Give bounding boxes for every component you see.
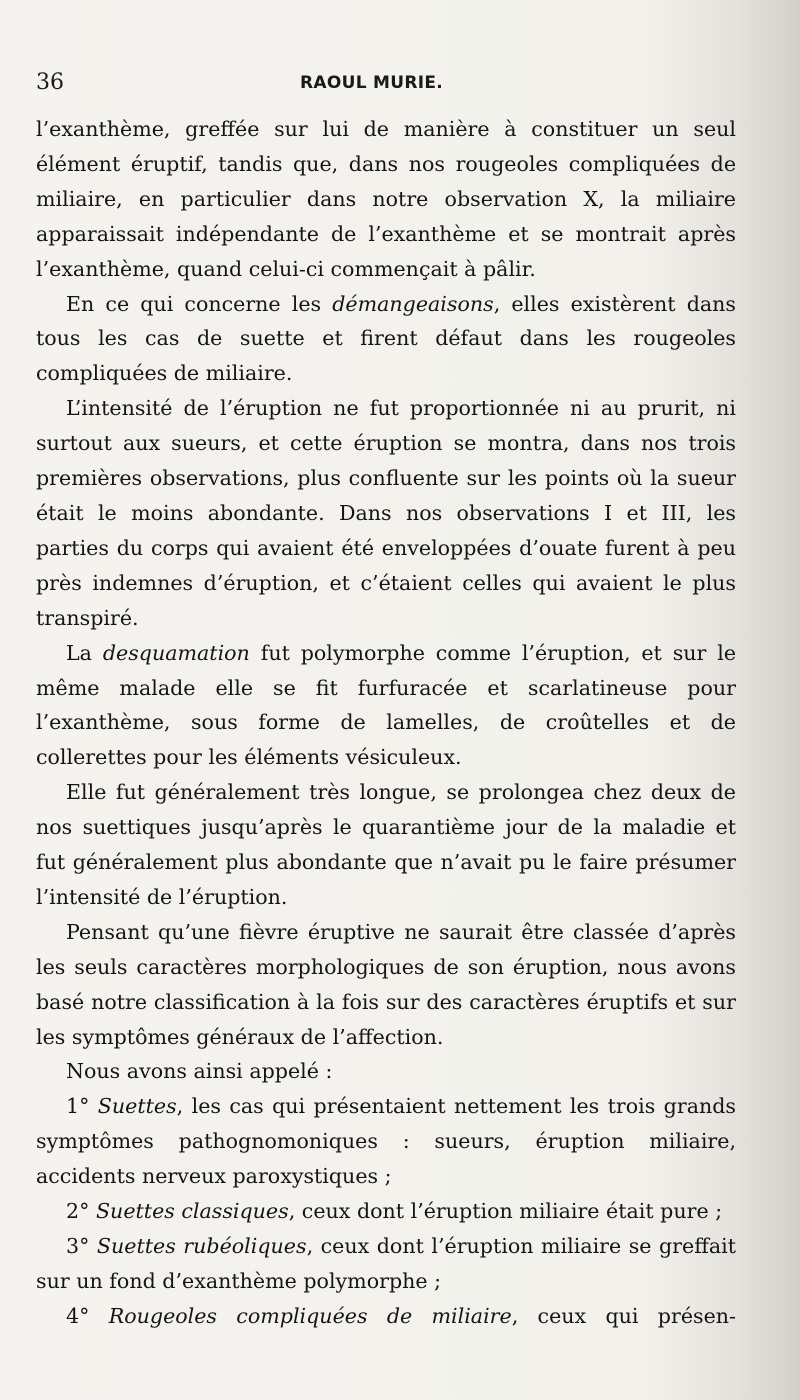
- text-run: Nous avons ainsi appelé :: [66, 1059, 333, 1084]
- text-run: 2°: [66, 1199, 96, 1224]
- paragraph: [36, 775, 736, 915]
- text-run: fut polymorphe comme l’éruption, et sur le même malade elle se fit furfuracée et scarlatineuse pour l’exanthème, sous forme de lamelles, de croûtelles et de collerettes pour les éléments vésiculeux.: [36, 640, 737, 770]
- text-run: 4°: [66, 1303, 109, 1328]
- text-run: 3°: [66, 1234, 97, 1258]
- body-text: [36, 112, 736, 1334]
- emphasized-term: Suettes rubéoliques: [96, 1234, 307, 1258]
- text-run: L’intensité de l’éruption ne fut proportionnée ni au prurit, ni surtout aux sueurs, et cette éruption se montra, dans nos trois premières observations, plus confluente sur les points où la sueur était le moins abondante. Dans nos observations I et III, les parties du corps qui avaient été enveloppées d’ouate furent à peu près indemnes d’éruption, et c’étaient celles qui avaient le plus transpiré.: [36, 396, 736, 630]
- paragraph: [36, 391, 736, 635]
- emphasized-term: Suettes: [97, 1094, 177, 1119]
- paragraph: [36, 1054, 736, 1089]
- text-run: Pensant qu’une fièvre éruptive ne saurait être classée d’après les seuls caractères morphologiques de son éruption, nous avons basé notre classification à la fois sur des caractères éruptifs et sur les symptômes généraux de l’affection.: [36, 919, 736, 1049]
- paragraph: [36, 112, 736, 287]
- paragraph: [36, 915, 736, 1055]
- text-run: En ce qui concerne les: [66, 291, 333, 316]
- paragraph: [36, 1089, 736, 1194]
- text-run: , ceux qui présen-: [511, 1303, 736, 1328]
- emphasized-term: Rougeoles compliquées de miliaire: [108, 1303, 512, 1328]
- paragraph: [36, 1229, 736, 1299]
- text-run: , les cas qui présentaient nettement les trois grands symptômes pathognomoniques : sueurs, éruption miliaire, accidents nerveux paroxystiques ;: [36, 1094, 736, 1189]
- text-run: Elle fut généralement très longue, se prolongea chez deux de nos suettiques jusqu’après le quarantième jour de la maladie et fut généralement plus abondante que n’avait pu le faire présumer l’intensité de l’éruption.: [36, 780, 736, 909]
- page-number: 36: [36, 70, 64, 95]
- running-head: RAOUL MURIE.: [300, 73, 444, 93]
- emphasized-term: desquamation: [102, 640, 250, 665]
- paragraph: [36, 287, 736, 392]
- paragraph: [36, 1194, 736, 1229]
- emphasized-term: Suettes classiques: [95, 1199, 289, 1224]
- text-run: l’exanthème, greffée sur lui de manière à constituer un seul élément éruptif, tandis que, dans nos rougeoles compliquées de miliaire, en particulier dans notre observation X, la miliaire apparaissait indépendante de l’exanthème et se montrait après l’exanthème, quand celui-ci commençait à pâlir.: [36, 117, 736, 281]
- paragraph: [36, 1299, 736, 1334]
- text-run: La: [66, 640, 103, 665]
- text-run: , ceux dont l’éruption miliaire était pure ;: [288, 1199, 723, 1224]
- text-run: , elles existèrent dans tous les cas de suette et firent défaut dans les rougeoles compliquées de miliaire.: [36, 291, 736, 386]
- page-header: [36, 70, 736, 104]
- emphasized-term: démangeaisons: [332, 291, 494, 316]
- text-run: 1°: [66, 1094, 98, 1119]
- text-run: , ceux dont l’éruption miliaire se greffait sur un fond d’exanthème polymorphe ;: [36, 1234, 736, 1293]
- paragraph: [36, 636, 736, 776]
